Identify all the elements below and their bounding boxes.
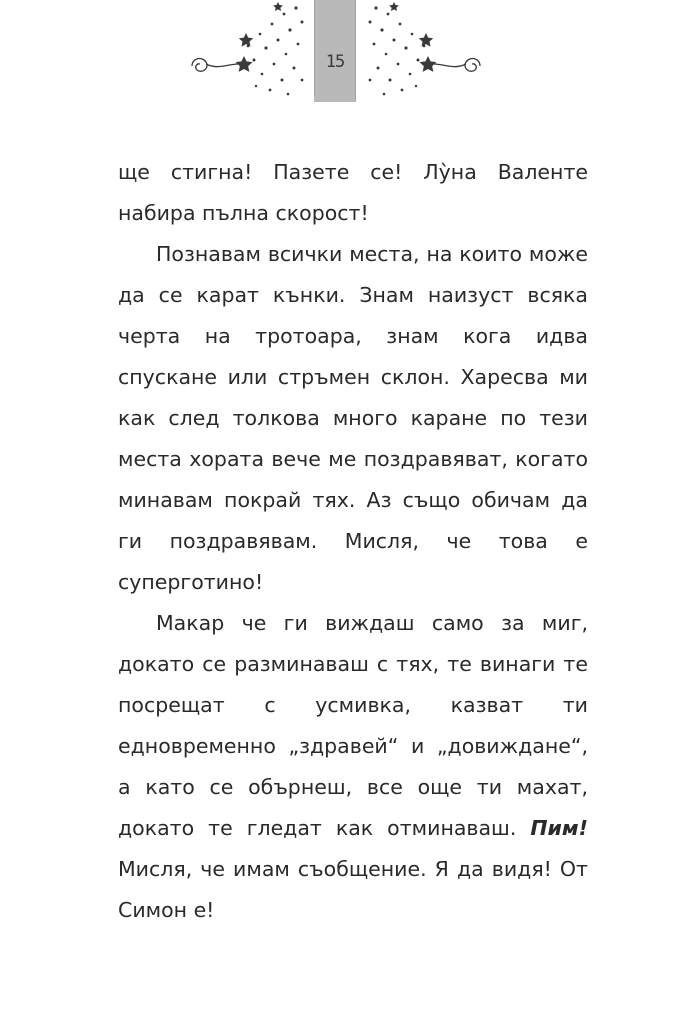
sound-effect-emphasis: Пим! — [530, 816, 588, 840]
paragraph-1: ще стигна! Пазете се! Лу̀на Валенте набира пълна скорост! — [118, 160, 588, 225]
paragraph-3-text-before: Макар че ги виждаш само за миг, докато се разминаваш с тях, те винаги те посрещат с усмивка, казват ти едновременно „здравей“ и „довиждане“, а като се обърнеш, все още ти махат, докато те гледат как отминаваш. — [118, 611, 588, 840]
page-number-tab — [314, 0, 356, 102]
paragraph-3-text-after: Мисля, че имам съобщение. Я да видя! От Симон е! — [118, 857, 588, 922]
star-swirl-ornament-right-icon — [360, 0, 484, 100]
page-number: 15 — [325, 52, 345, 72]
star-swirl-ornament-left-icon — [188, 0, 312, 100]
page-header — [0, 0, 700, 110]
body-text — [118, 152, 588, 931]
paragraph-2: Познавам всички места, на които може да се карат кънки. Знам наизуст всяка черта на тротоара, знам кога идва спускане или стръмен склон. Харесва ми как след толкова много каране по тези места хората вече ме поздравяват, когато минавам покрай тях. Аз също обичам да ги поздравявам. Мисля, че това е суперготино! — [118, 242, 588, 594]
paragraph-3 — [118, 603, 588, 931]
